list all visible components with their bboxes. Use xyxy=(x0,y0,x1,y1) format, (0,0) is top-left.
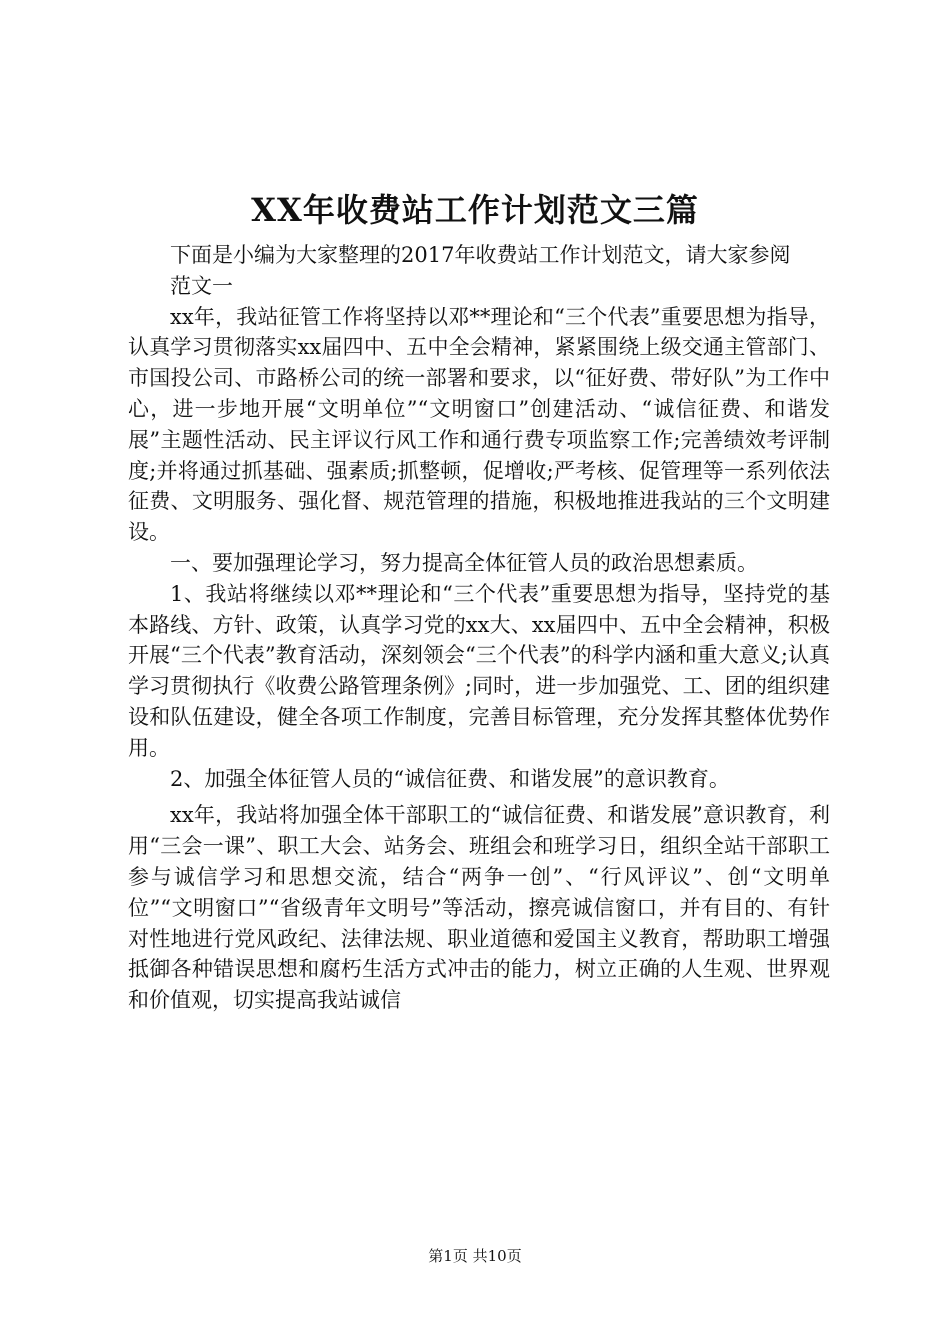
document-title: XX年收费站工作计划范文三篇 xyxy=(251,191,699,229)
paragraph-item-1: 1、我站将继续以邓**理论和“三个代表”重要思想为指导，坚持党的基本路线、方针、政策，认真学习党的xx大、xx届四中、五中全会精神，积极开展“三个代表”教育活动，深刻领会“三个代表”的科学内涵和重大意义;认真学习贯彻执行《收费公路管理条例》;同时，进一步加强党、工、团的组织建设和队伍建设，健全各项工作制度，完善目标管理，充分发挥其整体优势作用。 xyxy=(128,581,830,760)
paragraph-item-2: 2、加强全体征管人员的“诚信征费、和谐发展”的意识教育。 xyxy=(170,766,730,791)
document-body xyxy=(128,240,830,1016)
paragraph-item-2-body: xx年，我站将加强全体干部职工的“诚信征费、和谐发展”意识教育，利用“三会一课”、职工大会、站务会、班组会和班学习日，组织全站干部职工参与诚信学习和思想交流，结合“两争一创”、“行风评议”、创“文明单位”“文明窗口”“省级青年文明号”等活动，擦亮诚信窗口，并有目的、有针对性地进行党风政纪、法律法规、职业道德和爱国主义教育，帮助职工增强抵御各种错误思想和腐朽生活方式冲击的能力，树立正确的人生观、世界观和价值观，切实提高我站诚信 xyxy=(128,803,830,1013)
paragraph-overview: xx年，我站征管工作将坚持以邓**理论和“三个代表”重要思想为指导，认真学习贯彻落实xx届四中、五中全会精神，紧紧围绕上级交通主管部门、市国投公司、市路桥公司的统一部署和要求，以“征好费、带好队”为工作中心，进一步地开展“文明单位”“文明窗口”创建活动、“诚信征费、和谐发展”主题性活动、民主评议行风工作和通行费专项监察工作;完善绩效考评制度;并将通过抓基础、强素质;抓整顿，促增收;严考核、促管理等一系列依法征费、文明服务、强化督、规范管理的措施，积极地推进我站的三个文明建设。 xyxy=(128,304,830,545)
paragraph-sample-heading: 范文一 xyxy=(170,273,233,298)
paragraph-intro: 下面是小编为大家整理的2017年收费站工作计划范文，请大家参阅 xyxy=(170,243,791,267)
paragraph-section-heading: 一、要加强理论学习，努力提高全体征管人员的政治思想素质。 xyxy=(170,550,758,575)
page-footer: 第1页 共10页 xyxy=(428,1247,522,1265)
